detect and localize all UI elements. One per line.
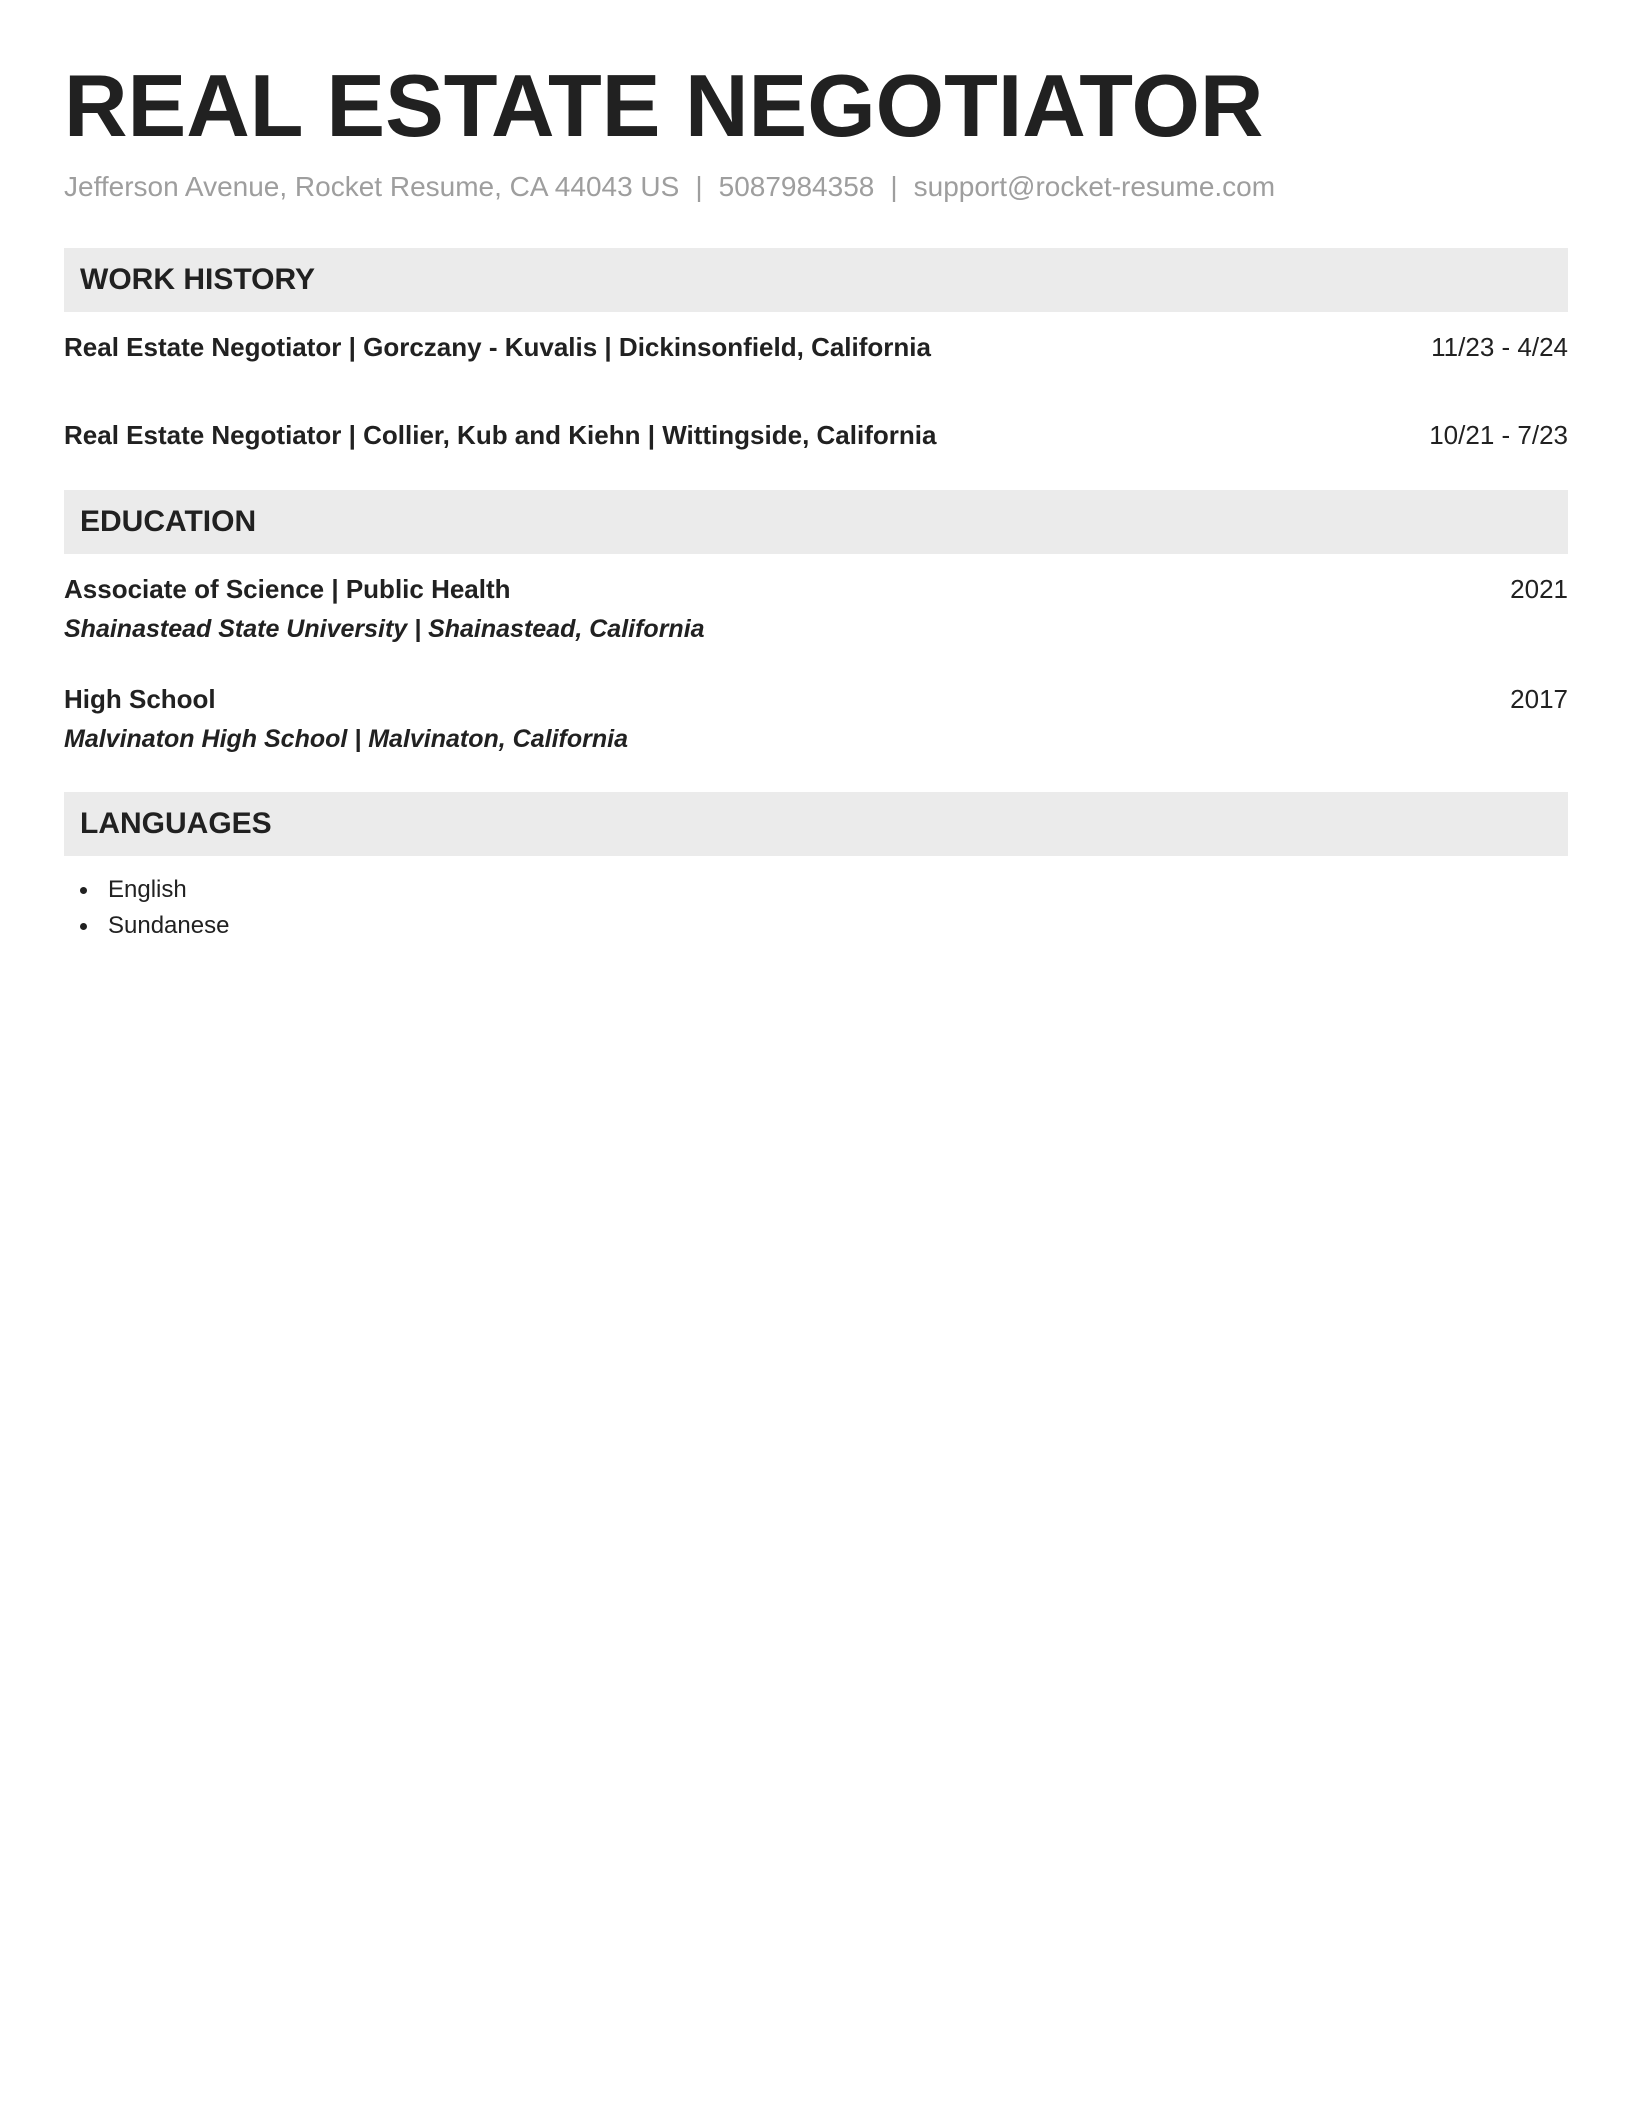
contact-phone: 5087984358 (718, 171, 875, 202)
contact-line (64, 170, 1568, 204)
education-entry (64, 572, 1568, 646)
work-entry (64, 418, 1568, 452)
education-school: Malvinaton High School | Malvinaton, California (64, 725, 628, 753)
education-year: 2017 (1510, 684, 1568, 714)
work-entry-title: Real Estate Negotiator | Collier, Kub and Kiehn | Wittingside, California (64, 420, 937, 450)
education-year: 2021 (1510, 574, 1568, 604)
section-header-languages: LANGUAGES (64, 792, 1568, 856)
language-list (64, 872, 1568, 944)
section-header-work-history: WORK HISTORY (64, 248, 1568, 312)
resume-page (64, 0, 1568, 944)
contact-address: Jefferson Avenue, Rocket Resume, CA 44043 US (64, 171, 680, 202)
language-item (64, 872, 1568, 908)
language-name: Sundanese (108, 912, 230, 939)
contact-email[interactable]: support@rocket-resume.com (913, 171, 1276, 202)
education-entry (64, 682, 1568, 756)
work-entry-dates: 10/21 - 7/23 (1429, 420, 1568, 450)
work-entry (64, 330, 1568, 364)
education-degree: Associate of Science | Public Health (64, 574, 511, 604)
language-item (64, 908, 1568, 944)
work-entry-title: Real Estate Negotiator | Gorczany - Kuvalis | Dickinsonfield, California (64, 332, 931, 362)
section-header-education: EDUCATION (64, 490, 1568, 554)
education-degree: High School (64, 684, 216, 714)
contact-separator: | (890, 171, 898, 202)
contact-separator: | (695, 171, 703, 202)
bullet-icon (80, 923, 87, 930)
resume-title: REAL ESTATE NEGOTIATOR (64, 56, 1264, 155)
education-school: Shainastead State University | Shainastead, California (64, 615, 705, 643)
language-name: English (108, 876, 187, 903)
bullet-icon (80, 887, 87, 894)
work-entry-dates: 11/23 - 4/24 (1431, 332, 1568, 362)
